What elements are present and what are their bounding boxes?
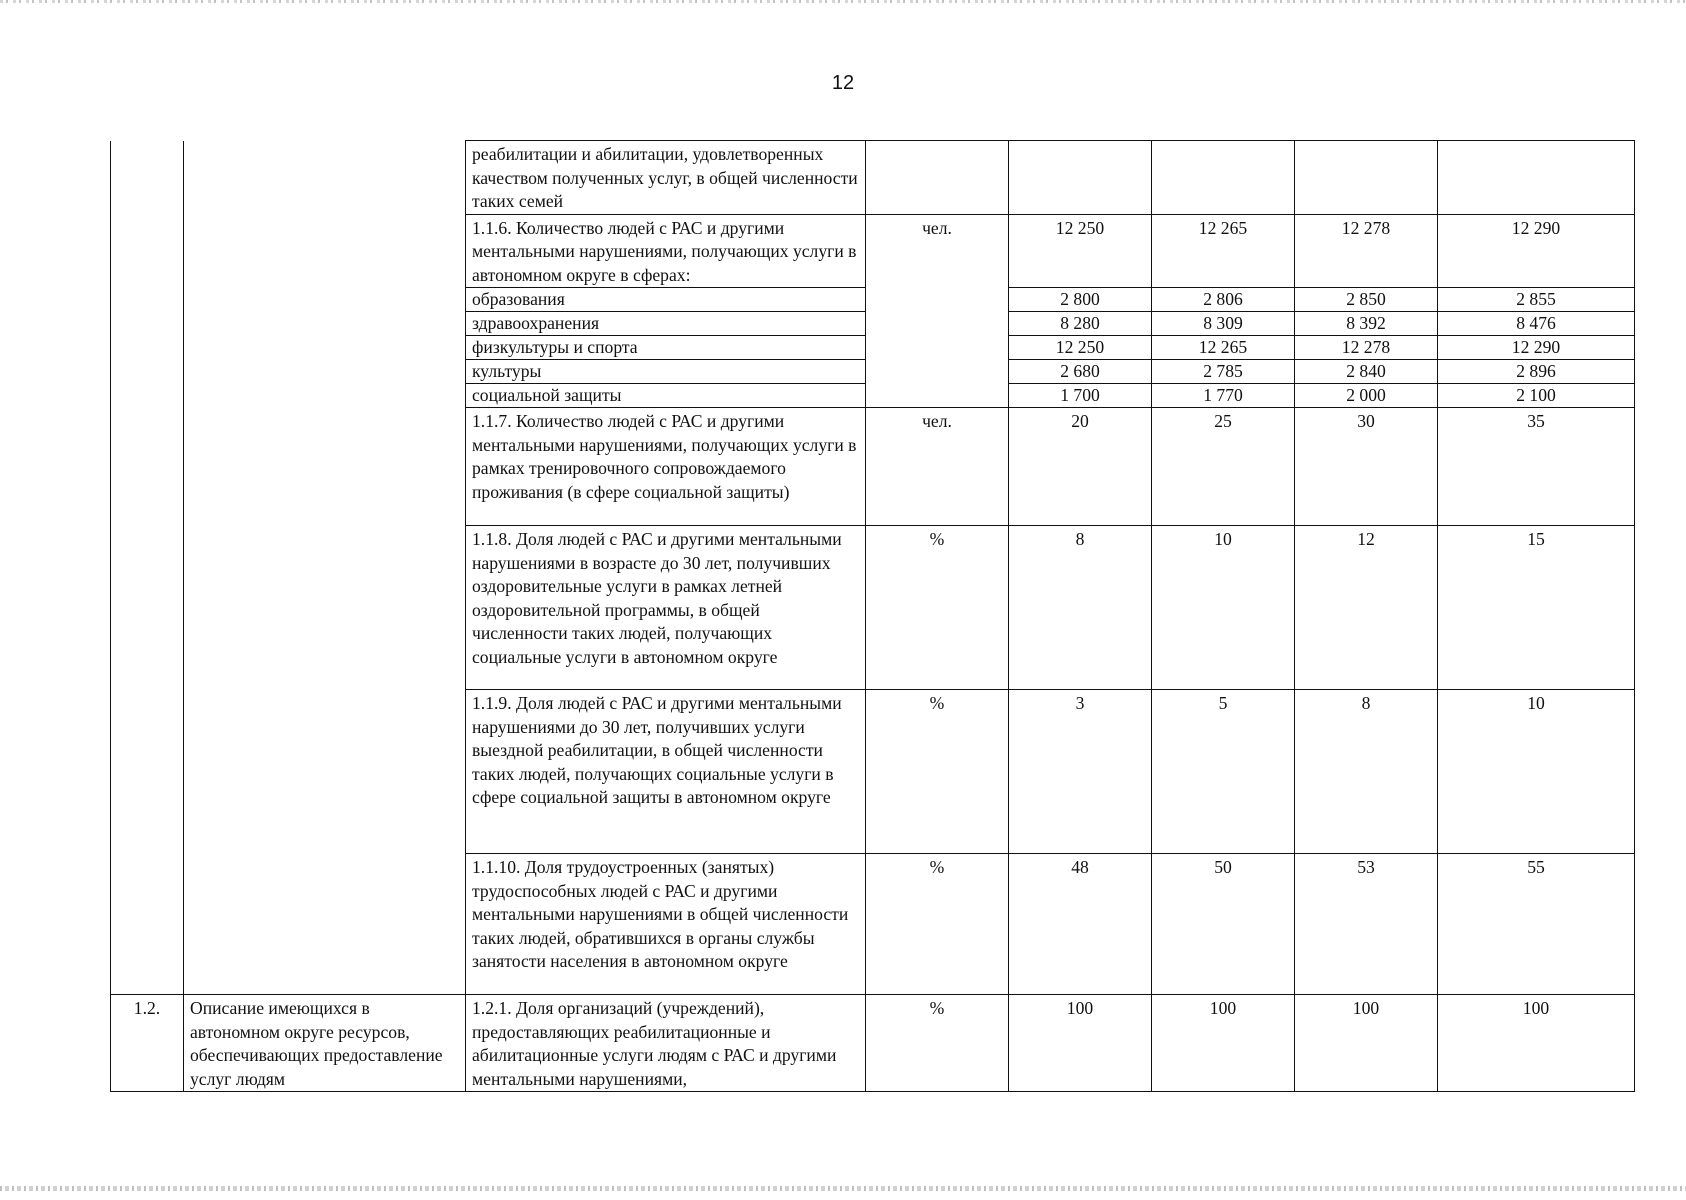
value-cell: 8 309	[1152, 312, 1295, 336]
value-cell: 8 476	[1438, 312, 1635, 336]
value-cell: 12 250	[1009, 214, 1152, 288]
value-cell: 48	[1009, 854, 1152, 995]
value-cell: 100	[1009, 995, 1152, 1092]
unit-cell: %	[866, 995, 1009, 1092]
value-cell	[1152, 141, 1295, 215]
value-cell: 35	[1438, 408, 1635, 526]
unit-cell: %	[866, 526, 1009, 690]
value-cell: 12 278	[1295, 336, 1438, 360]
value-cell: 12 250	[1009, 336, 1152, 360]
indicator-cell: 1.1.6. Количество людей с РАС и другими ментальными нарушениями, получающих услуги в автономном округе в сферах:	[466, 214, 866, 288]
value-cell: 2 800	[1009, 288, 1152, 312]
value-cell: 12 265	[1152, 214, 1295, 288]
indicator-cell: физкультуры и спорта	[466, 336, 866, 360]
value-cell: 15	[1438, 526, 1635, 690]
indicator-cell: 1.2.1. Доля организаций (учреждений), предоставляющих реабилитационные и абилитационные услуги людям с РАС и другими ментальными нарушениями,	[466, 995, 866, 1092]
value-cell: 12	[1295, 526, 1438, 690]
value-cell: 10	[1152, 526, 1295, 690]
value-cell: 1 770	[1152, 384, 1295, 408]
value-cell: 8 280	[1009, 312, 1152, 336]
unit-cell: %	[866, 854, 1009, 995]
indicator-cell: 1.1.9. Доля людей с РАС и другими ментальными нарушениями до 30 лет, получивших услуги выездной реабилитации, в общей численности таких людей, получающих социальные услуги в сфере социальной защиты в автономном округе	[466, 690, 866, 854]
row-number-cell: 1.2.	[111, 995, 184, 1092]
value-cell	[1438, 141, 1635, 215]
value-cell	[1009, 141, 1152, 215]
indicator-cell: 1.1.7. Количество людей с РАС и другими ментальными нарушениями, получающих услуги в рамках тренировочного сопровождаемого проживания (в сфере социальной защиты)	[466, 408, 866, 526]
value-cell: 12 290	[1438, 214, 1635, 288]
value-cell: 20	[1009, 408, 1152, 526]
value-cell: 8 392	[1295, 312, 1438, 336]
unit-cell: %	[866, 690, 1009, 854]
value-cell: 2 806	[1152, 288, 1295, 312]
scan-edge-bottom	[0, 1186, 1686, 1191]
value-cell: 25	[1152, 408, 1295, 526]
indicator-cell: 1.1.8. Доля людей с РАС и другими ментальными нарушениями в возрасте до 30 лет, получивших оздоровительные услуги в рамках летней оздоровительной программы, в общей численности таких людей, получающих социальные услуги в автономном округе	[466, 526, 866, 690]
value-cell	[1295, 141, 1438, 215]
value-cell: 53	[1295, 854, 1438, 995]
unit-cell: чел.	[866, 214, 1009, 408]
value-cell: 100	[1152, 995, 1295, 1092]
value-cell: 2 000	[1295, 384, 1438, 408]
table-row	[111, 141, 1635, 215]
value-cell: 12 278	[1295, 214, 1438, 288]
table-row	[111, 995, 1635, 1092]
value-cell: 2 840	[1295, 360, 1438, 384]
description-cell: Описание имеющихся в автономном округе ресурсов, обеспечивающих предоставление услуг людям	[184, 995, 466, 1092]
value-cell: 5	[1152, 690, 1295, 854]
value-cell: 3	[1009, 690, 1152, 854]
value-cell: 8	[1009, 526, 1152, 690]
value-cell: 12 290	[1438, 336, 1635, 360]
value-cell: 100	[1295, 995, 1438, 1092]
indicator-cell: реабилитации и абилитации, удовлетворенных качеством полученных услуг, в общей численности таких семей	[466, 141, 866, 215]
value-cell: 8	[1295, 690, 1438, 854]
value-cell: 2 785	[1152, 360, 1295, 384]
value-cell: 12 265	[1152, 336, 1295, 360]
value-cell: 2 850	[1295, 288, 1438, 312]
value-cell: 2 855	[1438, 288, 1635, 312]
unit-cell	[866, 141, 1009, 215]
value-cell: 2 100	[1438, 384, 1635, 408]
unit-cell: чел.	[866, 408, 1009, 526]
value-cell: 10	[1438, 690, 1635, 854]
indicator-cell: 1.1.10. Доля трудоустроенных (занятых) трудоспособных людей с РАС и другими ментальными нарушениями в общей численности таких людей, обратившихся в органы службы занятости населения в автономном округе	[466, 854, 866, 995]
description-cell	[184, 141, 466, 995]
indicator-cell: здравоохранения	[466, 312, 866, 336]
row-number-cell	[111, 141, 184, 995]
page-number: 12	[831, 72, 855, 94]
value-cell: 50	[1152, 854, 1295, 995]
indicator-cell: культуры	[466, 360, 866, 384]
value-cell: 55	[1438, 854, 1635, 995]
scan-edge-top	[0, 0, 1686, 3]
indicator-cell: образования	[466, 288, 866, 312]
value-cell: 100	[1438, 995, 1635, 1092]
value-cell: 2 680	[1009, 360, 1152, 384]
value-cell: 30	[1295, 408, 1438, 526]
value-cell: 1 700	[1009, 384, 1152, 408]
value-cell: 2 896	[1438, 360, 1635, 384]
indicator-cell: социальной защиты	[466, 384, 866, 408]
indicators-table	[110, 140, 1635, 1092]
